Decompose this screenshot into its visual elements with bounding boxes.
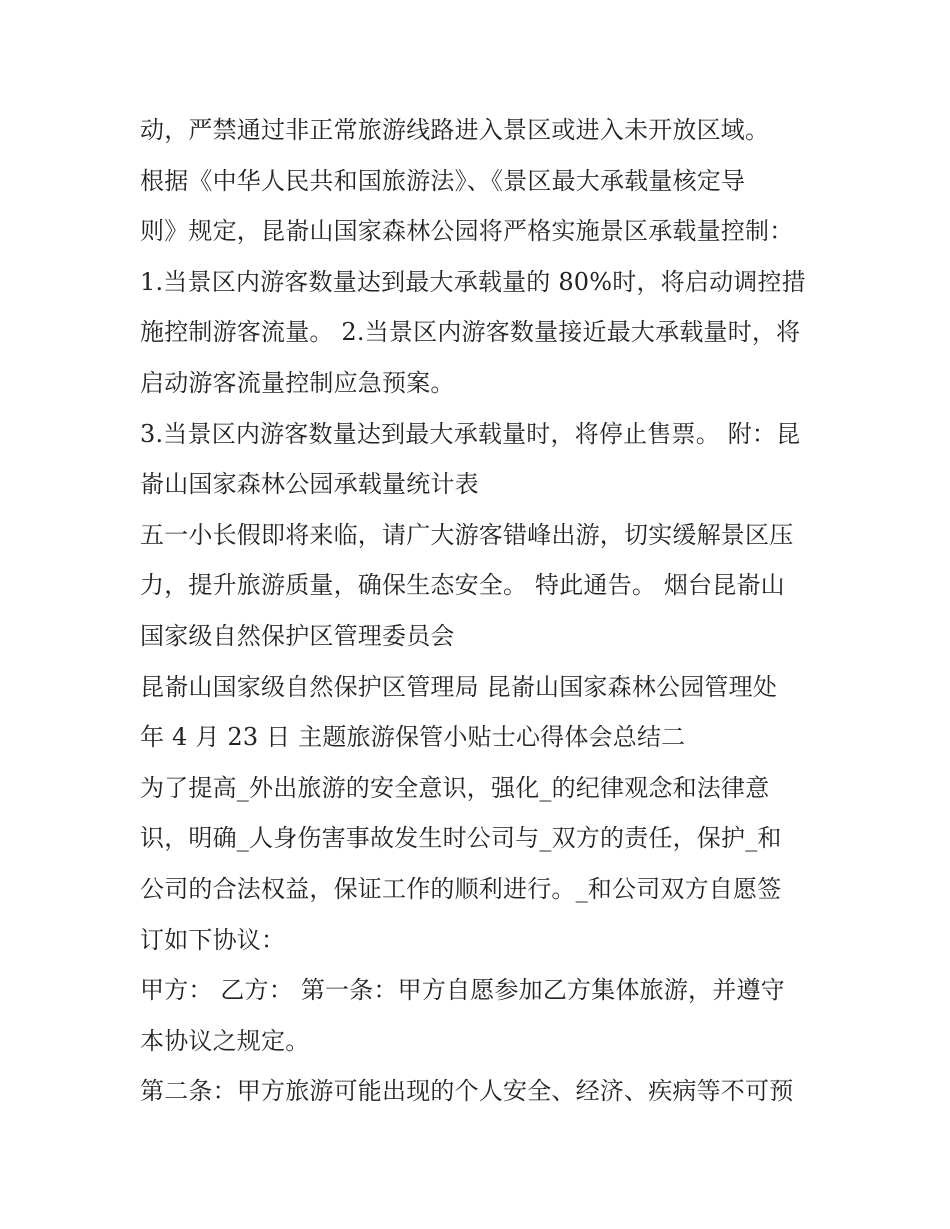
text-line: 1.当景区内游客数量达到最大承载量的 80%时，将启动调控措 — [140, 267, 806, 296]
document-body — [140, 110, 820, 1122]
text-line: 年 4 月 23 日 主题旅游保管小贴士心得体会总结二 — [140, 723, 686, 752]
text-line: 昆嵛山国家级自然保护区管理局 昆嵛山国家森林公园管理处 — [140, 672, 778, 701]
text-line: 3.当景区内游客数量达到最大承载量时，将停止售票。 附：昆 — [140, 419, 801, 448]
text-line: 则》规定，昆嵛山国家森林公园将严格实施景区承载量控制： — [140, 217, 794, 246]
text-line: 嵛山国家森林公园承载量统计表 — [140, 470, 479, 499]
text-line: 力，提升旅游质量，确保生态安全。 特此通告。 烟台昆嵛山 — [140, 571, 785, 600]
text-line: 施控制游客流量。 2.当景区内游客数量接近最大承载量时，将 — [140, 318, 801, 347]
text-line: 甲方： 乙方： 第一条：甲方自愿参加乙方集体旅游，并遵守 — [140, 976, 785, 1005]
text-line: 国家级自然保护区管理委员会 — [140, 621, 455, 650]
text-line: 订如下协议： — [140, 925, 286, 954]
text-line: 动，严禁通过非正常旅游线路进入景区或进入未开放区域。 — [140, 116, 770, 144]
text-line: 为了提高_外出旅游的安全意识，强化_的纪律观念和法律意 — [140, 773, 770, 802]
text-line: 五一小长假即将来临，请广大游客错峰出游，切实缓解景区压 — [140, 520, 794, 549]
text-line: 根据《中华人民共和国旅游法》、《景区最大承载量核定导 — [140, 166, 746, 195]
text-line: 第二条：甲方旅游可能出现的个人安全、经济、疾病等不可预 — [140, 1077, 794, 1106]
text-line: 本协议之规定。 — [140, 1026, 310, 1055]
text-line: 启动游客流量控制应急预案。 — [140, 368, 455, 397]
text-line: 识，明确_人身伤害事故发生时公司与_双方的责任，保护_和 — [140, 824, 782, 853]
text-line: 公司的合法权益，保证工作的顺利进行。_和公司双方自愿签 — [140, 874, 782, 903]
